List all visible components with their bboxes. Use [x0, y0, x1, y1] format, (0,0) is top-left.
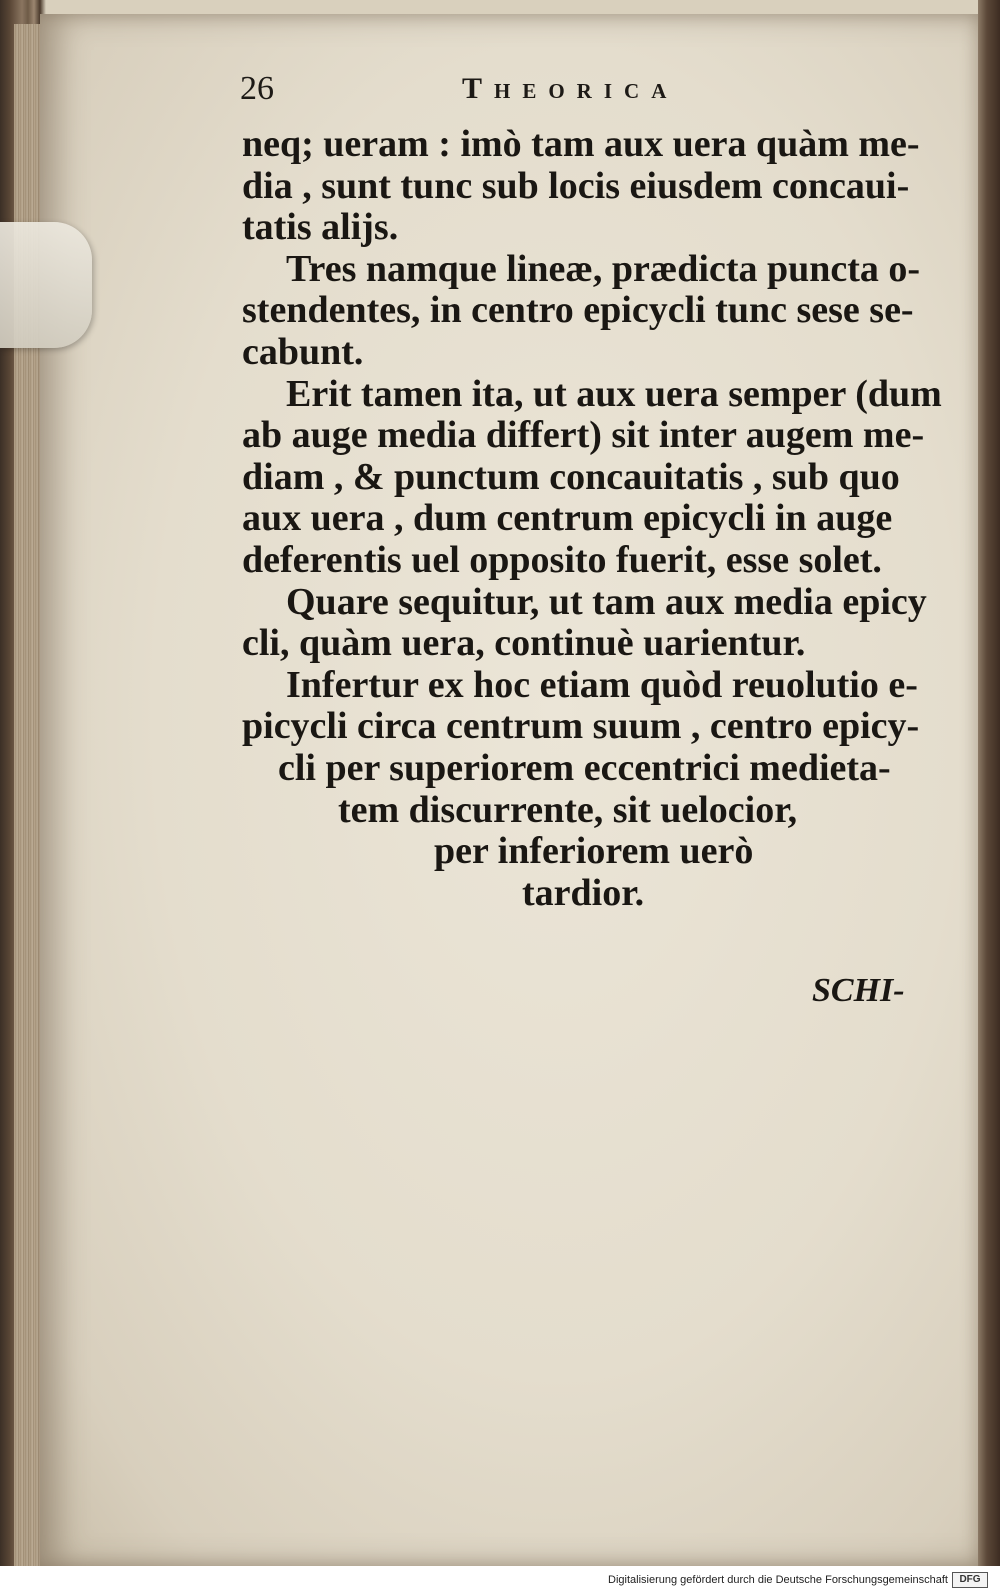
body-text	[242, 124, 942, 914]
text-line: ab auge media differt) sit inter augem me-	[242, 414, 925, 457]
book-cover-edge	[978, 0, 1000, 1592]
running-title: Theorica	[462, 72, 679, 105]
text-line: tatis alijs.	[242, 206, 399, 249]
catchword: SCHI-	[812, 972, 905, 1009]
text-line: neq; ueram : imò tam aux uera quàm me-	[242, 123, 920, 165]
text-line: cli per superiorem eccentrici medieta-	[278, 746, 891, 789]
text-line: tardior.	[522, 871, 645, 914]
text-line: tem discurrente, sit uelocior,	[338, 788, 798, 831]
text-line: Quare sequitur, ut tam aux media epicy	[286, 580, 927, 623]
text-line: cabunt.	[242, 330, 364, 373]
page-tab-marker	[0, 222, 92, 348]
text-line: Infertur ex hoc etiam quòd reuolutio e-	[286, 663, 918, 706]
text-line: picycli circa centrum suum , centro epicy-	[242, 705, 920, 748]
dfg-logo-icon: DFG	[952, 1572, 988, 1588]
text-line: stendentes, in centro epicycli tunc sese se-	[242, 289, 914, 332]
text-line: cli, quàm uera, continuè uarientur.	[242, 622, 806, 665]
page-header	[240, 70, 740, 116]
text-line: aux uera , dum centrum epicycli in auge	[242, 497, 893, 540]
text-line: deferentis uel opposito fuerit, esse solet.	[242, 538, 882, 581]
page-number: 26	[240, 70, 274, 107]
text-line: dia , sunt tunc sub locis eiusdem concaui-	[242, 164, 910, 207]
digitization-credit: Digitalisierung gefördert durch die Deutsche Forschungsgemeinschaft	[608, 1574, 948, 1586]
text-line: diam , & punctum concauitatis , sub quo	[242, 455, 900, 498]
text-line: Erit tamen ita, ut aux uera semper (dum	[286, 372, 942, 415]
text-line: Tres namque lineæ, prædicta puncta o-	[286, 247, 921, 290]
text-line: per inferiorem uerò	[434, 830, 754, 873]
